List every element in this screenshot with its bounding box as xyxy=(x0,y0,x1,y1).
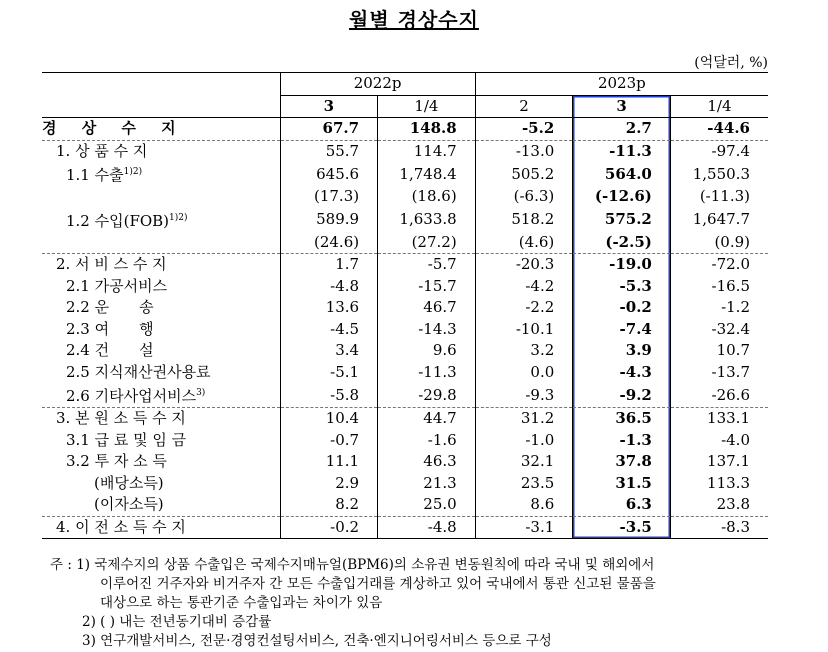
cell-value: (17.3) xyxy=(280,186,378,208)
cell-value: 10.7 xyxy=(670,340,768,362)
cell-value: 1,748.4 xyxy=(378,162,476,186)
cell-value: 44.7 xyxy=(378,408,476,430)
cell-value: 133.1 xyxy=(670,408,768,430)
header-col: 2 xyxy=(475,95,573,118)
table-row xyxy=(42,254,768,276)
cell-value: (27.2) xyxy=(378,232,476,254)
row-label xyxy=(42,340,280,362)
header-year-2022: 2022p xyxy=(280,73,475,96)
row-label xyxy=(42,276,280,298)
cell-value-highlight: -3.5 xyxy=(573,516,671,539)
cell-value: 645.6 xyxy=(280,162,378,186)
cell-value: (-11.3) xyxy=(670,186,768,208)
cell-value: -8.3 xyxy=(670,516,768,539)
cell-value-highlight: -11.3 xyxy=(573,140,671,162)
cell-value: 46.3 xyxy=(378,451,476,473)
cell-value: 1,647.7 xyxy=(670,208,768,232)
cell-value: -4.2 xyxy=(475,276,573,298)
cell-value-highlight: 31.5 xyxy=(573,473,671,495)
cell-value-highlight: 36.5 xyxy=(573,408,671,430)
cell-value: -4.0 xyxy=(670,430,768,452)
cell-value: -5.1 xyxy=(280,362,378,384)
cell-value: 589.9 xyxy=(280,208,378,232)
cell-value: -4.8 xyxy=(280,276,378,298)
row-label xyxy=(42,516,280,539)
table-row xyxy=(42,118,768,141)
row-label-text: 3.1 급 료 및 임 금 xyxy=(66,430,187,449)
row-label-text: 1.1 수출 xyxy=(66,166,124,184)
table-row xyxy=(42,430,768,452)
page-title: 월별 경상수지 xyxy=(349,8,479,32)
row-label-text: 2.5 지식재산권사용료 xyxy=(66,362,211,381)
cell-value: 0.0 xyxy=(475,362,573,384)
cell-value: -0.7 xyxy=(280,430,378,452)
row-label xyxy=(42,232,280,254)
cell-value: -1.2 xyxy=(670,297,768,319)
row-label-text: 2.3 여 행 xyxy=(66,319,154,338)
row-label-text: 2.2 운 송 xyxy=(66,298,154,317)
cell-value: -32.4 xyxy=(670,319,768,341)
unit-label: (억달러, %) xyxy=(694,55,768,71)
table-row xyxy=(42,451,768,473)
cell-value: 21.3 xyxy=(378,473,476,495)
cell-value: -5.7 xyxy=(378,254,476,276)
cell-value: -4.8 xyxy=(378,516,476,539)
cell-value: -1.0 xyxy=(475,430,573,452)
cell-value: -13.0 xyxy=(475,140,573,162)
row-label xyxy=(42,408,280,430)
cell-value: -4.5 xyxy=(280,319,378,341)
header-blank xyxy=(42,73,280,118)
row-label-superscript: 1)2) xyxy=(123,167,143,177)
cell-value: 137.1 xyxy=(670,451,768,473)
table-row xyxy=(42,383,768,408)
cell-value: -15.7 xyxy=(378,276,476,298)
cell-value: -2.2 xyxy=(475,297,573,319)
row-label-superscript: 3) xyxy=(196,388,206,398)
cell-value: 8.2 xyxy=(280,494,378,516)
cell-value: 3.4 xyxy=(280,340,378,362)
row-label-text: 3. 본 원 소 득 수 지 xyxy=(56,409,186,428)
row-label xyxy=(42,118,280,141)
table-row xyxy=(42,208,768,232)
row-label xyxy=(42,494,280,516)
table-row xyxy=(42,232,768,254)
footnote-1-line-c: 대상으로 하는 통관기준 수출입과는 차이가 있음 xyxy=(100,595,383,611)
header-col-highlight: 3 xyxy=(573,95,671,118)
cell-value-highlight: 3.9 xyxy=(573,340,671,362)
cell-value-highlight: (-2.5) xyxy=(573,232,671,254)
cell-value: -10.1 xyxy=(475,319,573,341)
cell-value: 1,550.3 xyxy=(670,162,768,186)
table-row xyxy=(42,516,768,539)
row-label-text: 2. 서 비 스 수 지 xyxy=(56,255,167,274)
cell-value: 1,633.8 xyxy=(378,208,476,232)
row-label-text: (배당소득) xyxy=(94,473,164,492)
table-row xyxy=(42,340,768,362)
cell-value-highlight: -5.3 xyxy=(573,276,671,298)
cell-value: -9.3 xyxy=(475,383,573,408)
cell-value: 55.7 xyxy=(280,140,378,162)
cell-value: 11.1 xyxy=(280,451,378,473)
cell-value: -26.6 xyxy=(670,383,768,408)
cell-value: -44.6 xyxy=(670,118,768,141)
footnote-1-line-a: 국제수지의 상품 수출입은 국제수지매뉴얼(BPM6)의 소유권 변동원칙에 따라 국내 및 해외에서 xyxy=(94,557,655,573)
row-label xyxy=(42,319,280,341)
cell-value: 148.8 xyxy=(378,118,476,141)
cell-value: (4.6) xyxy=(475,232,573,254)
cell-value-highlight: -0.2 xyxy=(573,297,671,319)
row-label-superscript: 1)2) xyxy=(169,212,188,223)
cell-value: -5.8 xyxy=(280,383,378,408)
table-row xyxy=(42,140,768,162)
cell-value: -14.3 xyxy=(378,319,476,341)
footnote-1 xyxy=(50,556,790,575)
row-label xyxy=(42,208,280,232)
cell-value-highlight: -9.2 xyxy=(573,383,671,408)
cell-value-highlight: 37.8 xyxy=(573,451,671,473)
cell-value-highlight: (-12.6) xyxy=(573,186,671,208)
cell-value: -72.0 xyxy=(670,254,768,276)
footnotes xyxy=(50,556,790,651)
cell-value: -13.7 xyxy=(670,362,768,384)
header-col: 1/4 xyxy=(670,95,768,118)
row-label-text: 4. 이 전 소 득 수 지 xyxy=(56,517,186,536)
row-label xyxy=(42,254,280,276)
table-row xyxy=(42,186,768,208)
cell-value: 10.4 xyxy=(280,408,378,430)
row-label xyxy=(42,297,280,319)
cell-value-highlight: -7.4 xyxy=(573,319,671,341)
row-label xyxy=(42,383,280,408)
table-row xyxy=(42,162,768,186)
cell-value-highlight: -1.3 xyxy=(573,430,671,452)
row-label-text: 2.6 기타사업서비스 xyxy=(66,387,197,405)
cell-value: 31.2 xyxy=(475,408,573,430)
cell-value: -0.2 xyxy=(280,516,378,539)
row-label-text: 1. 상 품 수 지 xyxy=(56,141,148,160)
table-row xyxy=(42,494,768,516)
cell-value-highlight: -19.0 xyxy=(573,254,671,276)
row-label xyxy=(42,162,280,186)
row-label xyxy=(42,430,280,452)
footnote-1-num: 1) xyxy=(76,557,91,573)
cell-value: -16.5 xyxy=(670,276,768,298)
cell-value: 8.6 xyxy=(475,494,573,516)
cell-value: 2.9 xyxy=(280,473,378,495)
row-label-text: 경 상 수 지 xyxy=(42,119,186,138)
cell-value: 46.7 xyxy=(378,297,476,319)
cell-value: 113.3 xyxy=(670,473,768,495)
footnote-2: 2) ( ) 내는 전년동기대비 증감률 xyxy=(82,614,272,630)
row-label xyxy=(42,186,280,208)
cell-value: -5.2 xyxy=(475,118,573,141)
cell-value: (24.6) xyxy=(280,232,378,254)
header-col: 3 xyxy=(280,95,378,118)
cell-value: 32.1 xyxy=(475,451,573,473)
cell-value: -1.6 xyxy=(378,430,476,452)
row-label xyxy=(42,473,280,495)
table-row xyxy=(42,473,768,495)
row-label-text: 2.1 가공서비스 xyxy=(66,276,168,295)
table-row xyxy=(42,276,768,298)
cell-value: -3.1 xyxy=(475,516,573,539)
cell-value: 23.8 xyxy=(670,494,768,516)
cell-value: 3.2 xyxy=(475,340,573,362)
cell-value: 23.5 xyxy=(475,473,573,495)
row-label xyxy=(42,140,280,162)
cell-value-highlight: 2.7 xyxy=(573,118,671,141)
cell-value-highlight: -4.3 xyxy=(573,362,671,384)
row-label xyxy=(42,362,280,384)
cell-value: 114.7 xyxy=(378,140,476,162)
cell-value: (0.9) xyxy=(670,232,768,254)
cell-value: -11.3 xyxy=(378,362,476,384)
table-row xyxy=(42,297,768,319)
row-label-text: 2.4 건 설 xyxy=(66,341,154,360)
table-row xyxy=(42,362,768,384)
header-col: 1/4 xyxy=(378,95,476,118)
row-label-text: 3.2 투 자 소 득 xyxy=(66,452,167,471)
cell-value: (-6.3) xyxy=(475,186,573,208)
header-year-2023: 2023p xyxy=(475,73,768,96)
cell-value-highlight: 6.3 xyxy=(573,494,671,516)
cell-value: 505.2 xyxy=(475,162,573,186)
balance-table xyxy=(42,72,768,539)
footnote-1-line-b: 이루어진 거주자와 비거주자 간 모든 수출입거래를 계상하고 있어 국내에서 통관 신고된 물품을 xyxy=(100,576,656,592)
cell-value: 518.2 xyxy=(475,208,573,232)
row-label xyxy=(42,451,280,473)
row-label-text: 1.2 수입(FOB) xyxy=(66,211,170,230)
row-label-text: (이자소득) xyxy=(94,495,164,514)
cell-value: -29.8 xyxy=(378,383,476,408)
cell-value: -20.3 xyxy=(475,254,573,276)
cell-value: 13.6 xyxy=(280,297,378,319)
cell-value: 1.7 xyxy=(280,254,378,276)
table-row xyxy=(42,408,768,430)
cell-value: -97.4 xyxy=(670,140,768,162)
cell-value: 9.6 xyxy=(378,340,476,362)
table-row xyxy=(42,319,768,341)
cell-value: 25.0 xyxy=(378,494,476,516)
cell-value-highlight: 564.0 xyxy=(573,162,671,186)
cell-value: (18.6) xyxy=(378,186,476,208)
footnote-3: 3) 연구개발서비스, 전문·경영컨설팅서비스, 건축·엔지니어링서비스 등으로 구성 xyxy=(82,633,552,649)
footnote-prefix: 주 : xyxy=(50,557,72,573)
cell-value-highlight: 575.2 xyxy=(573,208,671,232)
cell-value: 67.7 xyxy=(280,118,378,141)
